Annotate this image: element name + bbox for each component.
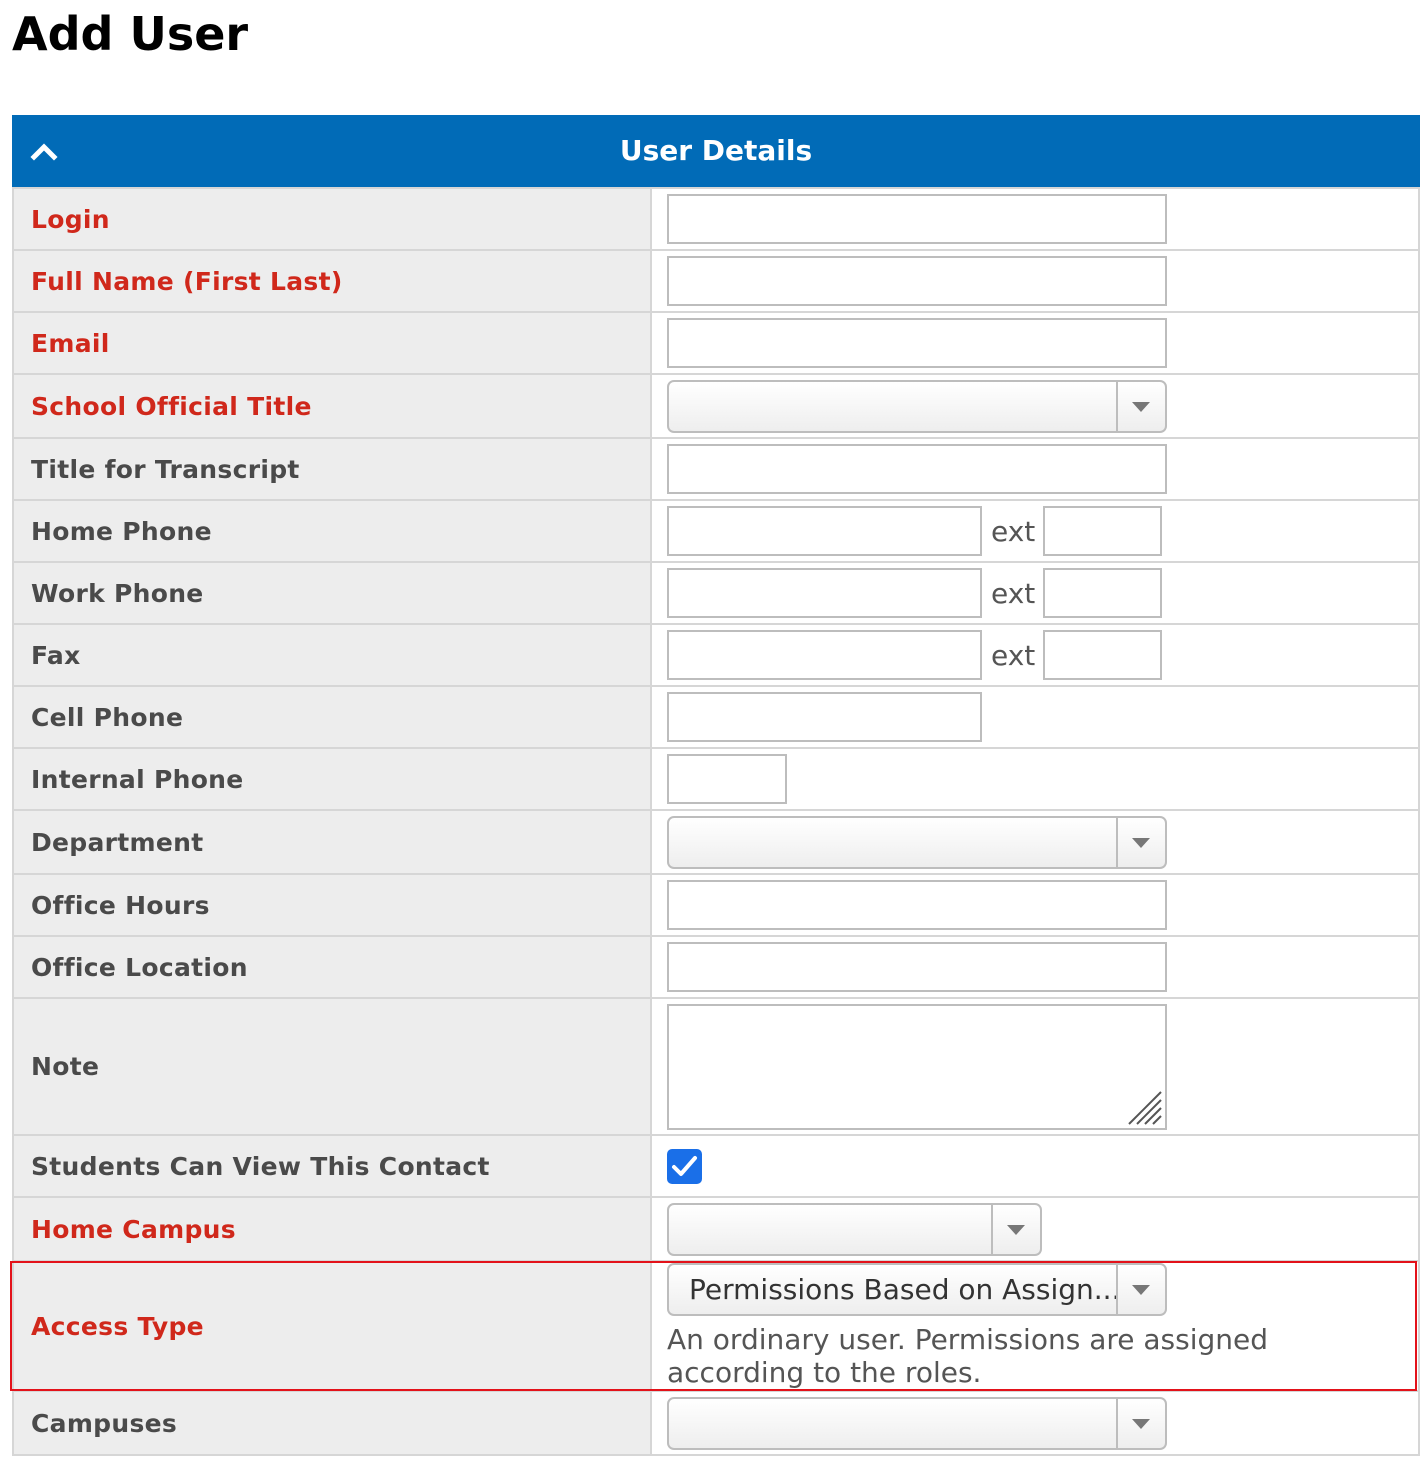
resize-handle-icon[interactable] <box>1125 1088 1163 1126</box>
form-row-campuses <box>13 1391 1419 1455</box>
user-details-form <box>12 187 1420 1456</box>
form-row-students-can-view <box>13 1135 1419 1197</box>
title-for-transcript-label: Title for Transcript <box>13 438 651 500</box>
home-phone-label: Home Phone <box>13 500 651 562</box>
form-row-home-campus <box>13 1197 1419 1261</box>
school-official-title-select[interactable] <box>667 380 1167 433</box>
login-input[interactable] <box>667 194 1167 244</box>
work-phone-input[interactable] <box>667 568 982 618</box>
internal-phone-label: Internal Phone <box>13 748 651 810</box>
full-name-input[interactable] <box>667 256 1167 306</box>
form-row-login <box>13 188 1419 250</box>
dropdown-button[interactable] <box>1116 1399 1165 1448</box>
home-phone-ext-label: ext <box>991 514 1036 548</box>
cell-phone-input[interactable] <box>667 692 982 742</box>
form-row-cell-phone <box>13 686 1419 748</box>
work-phone-ext-input[interactable] <box>1043 568 1162 618</box>
home-phone-input[interactable] <box>667 506 982 556</box>
form-row-office-location <box>13 936 1419 998</box>
panel-header[interactable] <box>12 115 1420 187</box>
department-label: Department <box>13 810 651 874</box>
form-row-email <box>13 312 1419 374</box>
office-location-input[interactable] <box>667 942 1167 992</box>
form-row-fax <box>13 624 1419 686</box>
email-label: Email <box>13 312 651 374</box>
home-campus-label: Home Campus <box>13 1197 651 1261</box>
dropdown-button[interactable] <box>991 1205 1040 1254</box>
department-select[interactable] <box>667 816 1167 869</box>
access-type-value: Permissions Based on Assign... <box>689 1273 1121 1306</box>
chevron-down-icon <box>1132 838 1150 848</box>
home-campus-select[interactable] <box>667 1203 1042 1256</box>
students-can-view-label: Students Can View This Contact <box>13 1135 651 1197</box>
access-type-label: Access Type <box>13 1261 651 1391</box>
work-phone-label: Work Phone <box>13 562 651 624</box>
campuses-label: Campuses <box>13 1391 651 1455</box>
internal-phone-input[interactable] <box>667 754 787 804</box>
full-name-label: Full Name (First Last) <box>13 250 651 312</box>
access-type-select[interactable] <box>667 1263 1167 1316</box>
login-label: Login <box>13 188 651 250</box>
email-input[interactable] <box>667 318 1167 368</box>
form-row-home-phone <box>13 500 1419 562</box>
form-row-title-for-transcript <box>13 438 1419 500</box>
form-row-work-phone <box>13 562 1419 624</box>
students-can-view-checkbox[interactable] <box>667 1149 702 1184</box>
work-phone-ext-label: ext <box>991 576 1036 610</box>
fax-input[interactable] <box>667 630 982 680</box>
chevron-down-icon <box>1132 1285 1150 1295</box>
dropdown-button[interactable] <box>1116 382 1165 431</box>
office-hours-input[interactable] <box>667 880 1167 930</box>
title-for-transcript-input[interactable] <box>667 444 1167 494</box>
fax-ext-input[interactable] <box>1043 630 1162 680</box>
form-row-school-official-title <box>13 374 1419 438</box>
checkmark-icon <box>671 1154 698 1179</box>
cell-phone-label: Cell Phone <box>13 686 651 748</box>
chevron-down-icon <box>1132 402 1150 412</box>
chevron-down-icon <box>1132 1419 1150 1429</box>
fax-ext-label: ext <box>991 638 1036 672</box>
note-label: Note <box>13 998 651 1135</box>
form-row-full-name <box>13 250 1419 312</box>
form-row-department <box>13 810 1419 874</box>
campuses-select[interactable] <box>667 1397 1167 1450</box>
office-location-label: Office Location <box>13 936 651 998</box>
chevron-down-icon <box>1007 1225 1025 1235</box>
fax-label: Fax <box>13 624 651 686</box>
form-row-note <box>13 998 1419 1135</box>
dropdown-button[interactable] <box>1116 1265 1165 1314</box>
school-official-title-label: School Official Title <box>13 374 651 438</box>
dropdown-button[interactable] <box>1116 818 1165 867</box>
form-row-internal-phone <box>13 748 1419 810</box>
panel-title: User Details <box>619 134 813 167</box>
form-row-access-type <box>13 1261 1419 1391</box>
access-type-help: An ordinary user. Permissions are assigned according to the roles. <box>667 1323 1269 1389</box>
user-details-panel <box>12 115 1420 1458</box>
page-title: Add User <box>12 7 249 61</box>
form-row-office-hours <box>13 874 1419 936</box>
office-hours-label: Office Hours <box>13 874 651 936</box>
home-phone-ext-input[interactable] <box>1043 506 1162 556</box>
note-textarea[interactable] <box>667 1004 1167 1130</box>
